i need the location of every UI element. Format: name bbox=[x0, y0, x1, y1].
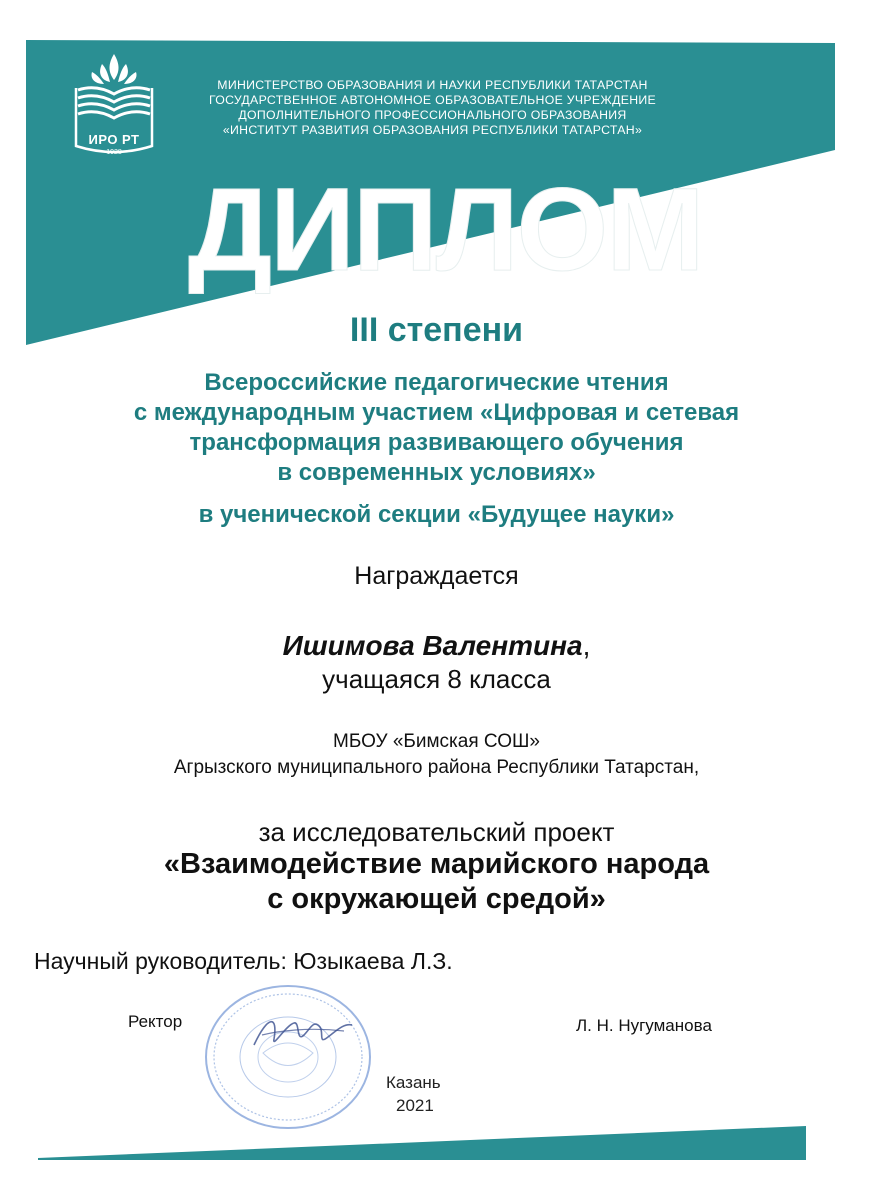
rector-label: Ректор bbox=[128, 1012, 183, 1031]
recipient bbox=[0, 630, 873, 662]
logo-name: ИРО РТ bbox=[88, 132, 140, 147]
recipient-name: Ишимова Валентина bbox=[282, 630, 583, 661]
org-line: ДОПОЛНИТЕЛЬНОГО ПРОФЕССИОНАЛЬНОГО ОБРАЗОВАНИЯ bbox=[238, 108, 627, 122]
rector-signature bbox=[248, 1005, 358, 1060]
school-region: Агрызского муниципального района Республики Татарстан, bbox=[173, 757, 700, 778]
event-line: в ученической секции «Будущее науки» bbox=[198, 501, 675, 528]
organization-block bbox=[180, 78, 685, 138]
event-line: Всероссийские педагогические чтения bbox=[204, 369, 669, 396]
event-line: в современных условиях» bbox=[277, 459, 596, 486]
event-description bbox=[0, 368, 873, 530]
org-line: МИНИСТЕРСТВО ОБРАЗОВАНИЯ И НАУКИ РЕСПУБЛИКИ ТАТАРСТАН bbox=[217, 78, 648, 92]
project-title-line: с окружающей средой» bbox=[267, 883, 606, 915]
school-name: МБОУ «Бимская СОШ» bbox=[333, 731, 540, 752]
supervisor: Научный руководитель: Юзыкаева Л.З. bbox=[34, 948, 453, 974]
diploma-title: ДИПЛОМ bbox=[188, 164, 703, 296]
footer-band-shape bbox=[38, 1126, 806, 1160]
org-line: ГОСУДАРСТВЕННОЕ АВТОНОМНОЕ ОБРАЗОВАТЕЛЬНОЕ УЧРЕЖДЕНИЕ bbox=[208, 93, 657, 107]
city: Казань bbox=[386, 1073, 441, 1092]
project-title-line: «Взаимодействие марийского народа bbox=[163, 848, 710, 880]
degree: III степени bbox=[349, 311, 524, 349]
project-intro: за исследовательский проект bbox=[258, 817, 615, 847]
recipient-grade: учащаяся 8 класса bbox=[322, 664, 551, 694]
org-line: «ИНСТИТУТ РАЗВИТИЯ ОБРАЗОВАНИЯ РЕСПУБЛИКИ ТАТАРСТАН» bbox=[222, 123, 643, 137]
event-line: с международным участием «Цифровая и сетевая bbox=[133, 399, 740, 426]
iro-logo bbox=[72, 50, 156, 160]
event-line: трансформация развивающего обучения bbox=[189, 429, 684, 456]
logo-year: 1928 bbox=[106, 149, 122, 156]
recipient-suffix: , bbox=[582, 630, 591, 661]
rector-name: Л. Н. Нугуманова bbox=[576, 1016, 712, 1035]
footer-band bbox=[0, 1118, 873, 1168]
year: 2021 bbox=[396, 1096, 434, 1115]
awarded-label: Награждается bbox=[354, 562, 519, 590]
